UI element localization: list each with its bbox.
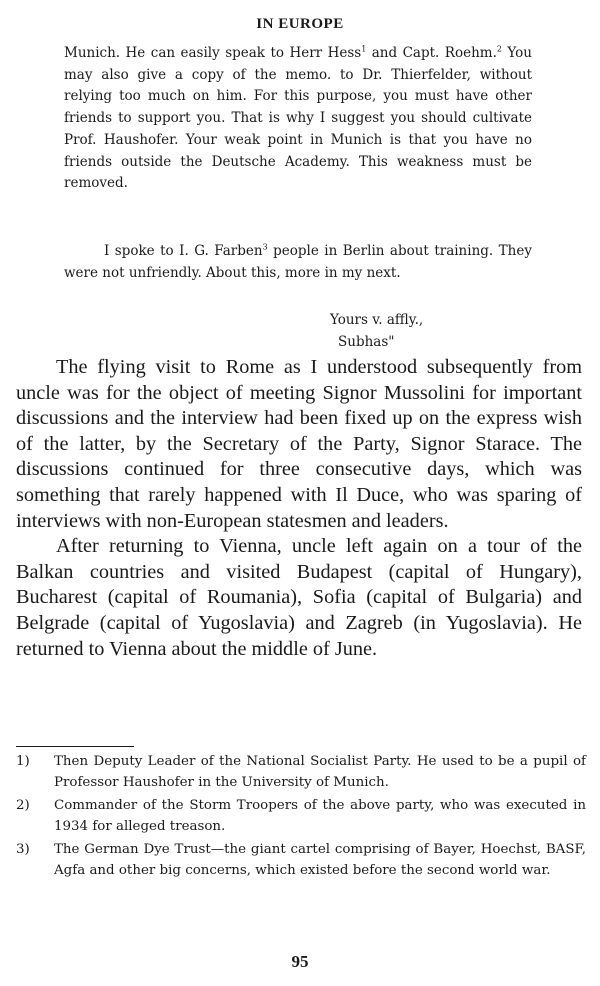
letter-text: Munich. He can easily speak to Herr Hess [64,45,362,61]
quoted-letter-second [64,241,532,284]
letter-paragraph [64,43,532,195]
letter-text: people in Berlin about training. They were not unfriendly. About this, more in my next. [64,243,532,281]
letter-closing [330,309,423,353]
footnote [16,796,586,837]
footnote-text: Commander of the Storm Troopers of the above party, who was executed in 1934 for alleged treason. [54,798,586,834]
running-header: IN EUROPE [256,16,344,32]
footnote-divider [16,746,134,747]
body-paragraph: After returning to Vienna, uncle left again on a tour of the Balkan countries and visited Budapest (capital of Hungary), Bucharest (capital of Roumania), Sofia (capital of Bulgaria) and Belgrade (capital of Yugoslavia) and Zagreb (in Yugoslavia). He returned to Vienna about the middle of June. [16,535,582,660]
footnotes [16,752,586,884]
footnote [16,752,586,793]
footnote-text: The German Dye Trust—the giant cartel comprising of Bayer, Hoechst, BASF, Agfa and other big concerns, which existed before the second world war. [54,842,586,878]
footnote-ref-3: 3 [262,242,268,252]
quoted-letter [64,43,532,195]
letter-text: You may also give a copy of the memo. to Dr. Thierfelder, without relying too much on him. For this purpose, you must have other friends to support you. That is why I suggest you should cultivate Prof. Haushofer. Your weak point in Munich is that you have no friends outside the Deutsche Academy. This weakness must be removed. [64,45,532,192]
main-text [16,355,582,662]
footnote-number: 1) [16,754,30,769]
closing-line: Yours v. affly., [330,312,424,328]
footnote-text: Then Deputy Leader of the National Socialist Party. He used to be a pupil of Professor Haushofer in the University of Munich. [54,754,586,790]
letter-text: and Capt. Roehm. [366,45,497,61]
signature-line: Subhas" [338,334,395,350]
footnote-number: 3) [16,842,30,857]
page-number: 95 [291,952,309,971]
letter-text: I spoke to I. G. Farben [104,243,263,259]
footnote-ref-1: 1 [361,44,367,54]
footnote [16,840,586,881]
footnote-ref-2: 2 [496,44,502,54]
letter-paragraph [64,241,532,284]
footnote-number: 2) [16,798,30,813]
body-paragraph: The flying visit to Rome as I understood subsequently from uncle was for the object of meeting Signor Mussolini for important discussions and the interview had been fixed up on the express wish of the latter, by the Secretary of the Party, Signor Starace. The discussions continued for three consecutive days, which was something that rarely happened with Il Duce, who was sparing of interviews with non-European statesmen and leaders. [16,356,582,532]
